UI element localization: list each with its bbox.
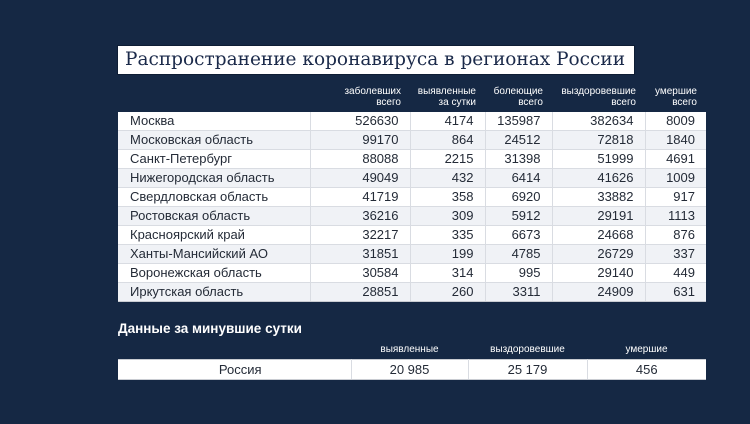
value-cell: 41626	[552, 169, 645, 188]
table-row	[118, 207, 706, 226]
header-line-1: выздоровевшие	[561, 86, 636, 97]
region-cell: Красноярский край	[118, 226, 310, 245]
page-title: Распространение коронавируса в регионах России	[118, 46, 634, 74]
value-cell: 337	[645, 245, 706, 264]
header-line-1: болеющие	[493, 86, 543, 97]
table-row	[118, 169, 706, 188]
regions-table	[118, 84, 706, 302]
header-line-2: всего	[672, 97, 697, 108]
value-cell: 2215	[410, 150, 485, 169]
value-cell: 1113	[645, 207, 706, 226]
value-cell: 995	[485, 264, 552, 283]
daily-table-body	[118, 360, 706, 380]
value-cell: 31851	[310, 245, 410, 264]
value-cell: 1840	[645, 131, 706, 150]
value-cell: 33882	[552, 188, 645, 207]
header-line-1: умершие	[654, 86, 697, 97]
region-cell: Воронежская область	[118, 264, 310, 283]
value-cell: 8009	[645, 112, 706, 131]
header-row	[118, 84, 706, 112]
col-header-infected-total	[310, 84, 410, 112]
value-cell: 25 179	[468, 360, 587, 380]
header-line-2: всего	[376, 97, 401, 108]
value-cell: 358	[410, 188, 485, 207]
value-cell: 3311	[485, 283, 552, 302]
value-cell: 1009	[645, 169, 706, 188]
col-header-recovered: выздоровевшие	[490, 344, 565, 355]
value-cell: 314	[410, 264, 485, 283]
table-row	[118, 360, 706, 380]
region-cell: Московская область	[118, 131, 310, 150]
value-cell: 4785	[485, 245, 552, 264]
value-cell: 24512	[485, 131, 552, 150]
region-cell: Иркутская область	[118, 283, 310, 302]
col-header-detected-daily	[410, 84, 485, 112]
region-cell: Ханты-Мансийский АО	[118, 245, 310, 264]
value-cell: 456	[587, 360, 706, 380]
header-line-2: за сутки	[438, 97, 476, 108]
value-cell: 30584	[310, 264, 410, 283]
table-row	[118, 188, 706, 207]
value-cell: 4691	[645, 150, 706, 169]
region-cell: Россия	[118, 360, 351, 380]
value-cell: 28851	[310, 283, 410, 302]
table-row	[118, 112, 706, 131]
value-cell: 382634	[552, 112, 645, 131]
value-cell: 72818	[552, 131, 645, 150]
value-cell: 24668	[552, 226, 645, 245]
value-cell: 29140	[552, 264, 645, 283]
table-row	[118, 150, 706, 169]
table-row	[118, 283, 706, 302]
value-cell: 51999	[552, 150, 645, 169]
value-cell: 6920	[485, 188, 552, 207]
regions-table-body	[118, 112, 706, 302]
header-line-1: выявленные	[417, 86, 476, 97]
value-cell: 199	[410, 245, 485, 264]
russia-daily-table	[118, 342, 706, 380]
value-cell: 631	[645, 283, 706, 302]
region-cell: Москва	[118, 112, 310, 131]
value-cell: 917	[645, 188, 706, 207]
value-cell: 24909	[552, 283, 645, 302]
value-cell: 32217	[310, 226, 410, 245]
col-header-died-total	[645, 84, 706, 112]
value-cell: 31398	[485, 150, 552, 169]
value-cell: 88088	[310, 150, 410, 169]
value-cell: 876	[645, 226, 706, 245]
value-cell: 432	[410, 169, 485, 188]
daily-data-heading: Данные за минувшие сутки	[118, 321, 302, 336]
table-row	[118, 245, 706, 264]
value-cell: 260	[410, 283, 485, 302]
value-cell: 41719	[310, 188, 410, 207]
value-cell: 4174	[410, 112, 485, 131]
region-cell: Санкт-Петербург	[118, 150, 310, 169]
region-cell: Свердловская область	[118, 188, 310, 207]
value-cell: 26729	[552, 245, 645, 264]
value-cell: 6414	[485, 169, 552, 188]
region-cell: Ростовская область	[118, 207, 310, 226]
value-cell: 6673	[485, 226, 552, 245]
value-cell: 526630	[310, 112, 410, 131]
table-row	[118, 226, 706, 245]
header-line-2: всего	[518, 97, 543, 108]
table-row	[118, 131, 706, 150]
col-header-died: умершие	[625, 344, 668, 355]
value-cell: 99170	[310, 131, 410, 150]
col-header-empty	[118, 342, 351, 360]
col-header-region	[118, 84, 310, 112]
value-cell: 49049	[310, 169, 410, 188]
value-cell: 135987	[485, 112, 552, 131]
value-cell: 864	[410, 131, 485, 150]
header-line-1: заболевших	[344, 86, 401, 97]
value-cell: 309	[410, 207, 485, 226]
value-cell: 20 985	[351, 360, 468, 380]
col-header-sick-total	[485, 84, 552, 112]
header-row	[118, 342, 706, 360]
value-cell: 335	[410, 226, 485, 245]
daily-table-header	[118, 342, 706, 360]
value-cell: 29191	[552, 207, 645, 226]
value-cell: 36216	[310, 207, 410, 226]
value-cell: 449	[645, 264, 706, 283]
value-cell: 5912	[485, 207, 552, 226]
table-row	[118, 264, 706, 283]
regions-table-header	[118, 84, 706, 112]
region-cell: Нижегородская область	[118, 169, 310, 188]
col-header-recovered-total	[552, 84, 645, 112]
header-line-2: всего	[611, 97, 636, 108]
col-header-detected: выявленные	[380, 344, 439, 355]
